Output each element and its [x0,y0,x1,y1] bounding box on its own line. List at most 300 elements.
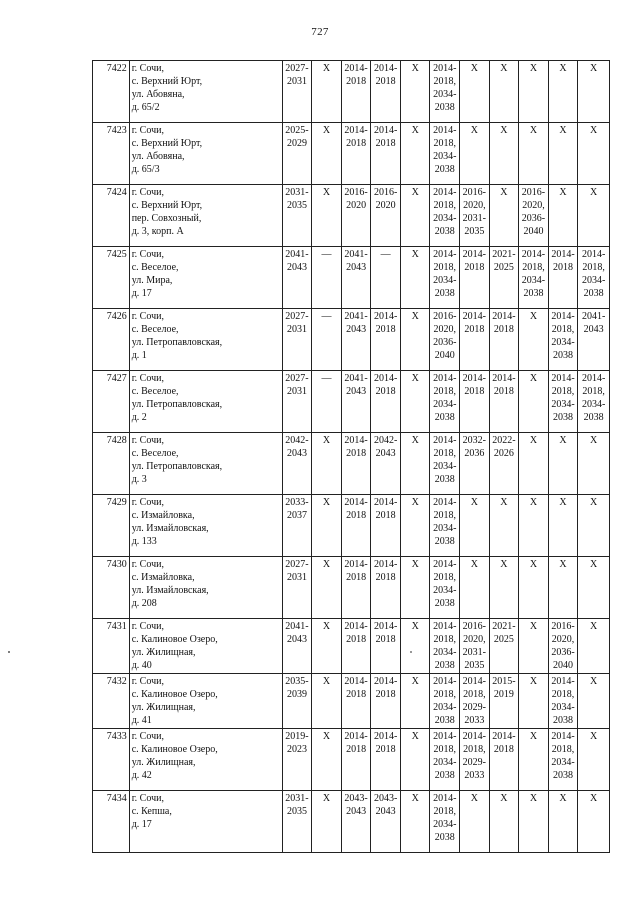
period-line: 2018 [375,634,396,645]
period-line: 2038 [583,288,604,299]
period-line: 2038 [434,832,455,843]
period-line: 2034- [433,275,457,286]
period-cell [282,729,312,791]
address-line: г. Сочи, [131,497,164,508]
period-line: X [529,559,538,570]
period-line: X [590,559,598,570]
period-cell [489,433,519,495]
address-cell [129,791,282,853]
address-cell [129,729,282,791]
period-line: 2027- [285,559,309,570]
period-line: 2032- [462,435,486,446]
period-line: 2014- [433,497,457,508]
address-cell [129,433,282,495]
period-line: 2027- [285,373,309,384]
row-number-cell: 7427 [93,371,130,433]
period-cell [430,791,460,853]
address-line: г. Сочи, [131,249,164,260]
period-line: 2018 [346,76,367,87]
period-cell [489,495,519,557]
period-cell [371,674,401,729]
row-number-cell: 7422 [93,61,130,123]
period-line: 2014- [373,125,398,136]
period-line: 2029- [462,757,486,768]
period-line: X [529,373,538,384]
period-line: X [411,373,419,384]
period-line: 2043 [286,634,307,645]
period-line: 2043 [346,262,367,273]
housing-register-table [92,60,610,853]
period-line: 2014- [373,731,398,742]
period-cell [341,185,371,247]
period-line: X [590,125,598,136]
period-cell [548,674,578,729]
address-line: г. Сочи, [131,373,164,384]
period-line: X [590,731,598,742]
period-line: 2018 [346,634,367,645]
period-line: 2034- [433,399,457,410]
period-line: 2016- [521,187,546,198]
address-line: ул. Петропавловская, [131,337,223,348]
period-cell [578,791,610,853]
period-line: 2035 [464,226,485,237]
period-line: 2020, [522,200,545,211]
period-line: 2018, [433,806,456,817]
period-cell [578,619,610,674]
period-line: 2043 [583,324,604,335]
period-cell [460,309,490,371]
address-line: с. Веселое, [131,324,179,335]
period-cell [312,495,342,557]
period-cell [282,495,312,557]
period-line: 2018 [464,386,485,397]
period-line: 2014- [344,676,368,687]
period-cell [371,247,401,309]
period-line: 2014- [344,435,368,446]
period-line: 2020 [346,200,367,211]
period-line: 2018 [346,689,367,700]
period-line: 2031 [286,76,307,87]
period-line: X [322,621,331,632]
period-line: 2038 [434,770,455,781]
address-line: д. 40 [131,660,152,671]
period-cell [489,557,519,619]
address-line: с. Калиновое Озеро, [131,744,218,755]
period-line: 2018, [433,200,456,211]
period-line: 2038 [553,412,573,423]
address-line: с. Веселое, [131,386,179,397]
period-cell [460,791,490,853]
period-cell [400,557,430,619]
period-cell [489,123,519,185]
period-line: 2033 [464,770,485,781]
period-line: 2014- [551,373,575,384]
period-line: 2035- [285,676,309,687]
period-line: 2031 [286,386,307,397]
period-line: 2014- [492,731,516,742]
period-line: 2014- [433,676,457,687]
address-cell [129,495,282,557]
address-line: г. Сочи, [131,63,164,74]
period-cell [460,495,490,557]
period-line: X [411,621,419,632]
period-line: 2031- [285,187,309,198]
period-line: X [322,497,331,508]
period-line: 2029 [286,138,307,149]
period-cell [430,61,460,123]
period-line: 2034- [433,702,457,713]
address-line: с. Верхний Юрт, [131,76,203,87]
period-line: 2016- [551,621,575,632]
period-cell [312,309,342,371]
period-line: 2031- [285,793,309,804]
period-line: 2043 [375,806,396,817]
period-cell [312,371,342,433]
period-cell [519,433,549,495]
period-line: X [559,63,567,74]
period-line: 2018 [346,510,367,521]
period-line: 2014- [551,311,575,322]
row-number-cell: 7423 [93,123,130,185]
period-cell [371,495,401,557]
period-line: X [411,187,419,198]
period-cell [519,619,549,674]
address-line: д. 3 [131,474,147,485]
period-line: X [500,559,508,570]
period-line: 2038 [434,412,455,423]
period-line: 2041- [581,311,606,322]
period-cell [519,557,549,619]
period-line: 2018 [553,262,573,273]
period-line: X [529,731,538,742]
period-line: X [322,63,331,74]
period-line: X [590,63,598,74]
period-line: X [322,676,331,687]
period-line: — [321,373,332,384]
period-line: X [411,311,419,322]
period-line: 2038 [583,412,604,423]
period-line: 2039 [286,689,307,700]
period-line: X [590,676,598,687]
period-cell [578,371,610,433]
period-line: 2018, [551,324,575,335]
period-line: 2018, [522,262,545,273]
period-line: 2027- [285,63,309,74]
period-cell [341,619,371,674]
period-cell [341,61,371,123]
period-line: 2043 [286,262,307,273]
period-line: 2021- [492,249,516,260]
period-cell [548,433,578,495]
period-line: 2018 [375,744,396,755]
table-row [93,729,610,791]
table-row [93,123,610,185]
period-line: 2018, [433,689,456,700]
period-line: 2031- [462,647,486,658]
table-row [93,433,610,495]
period-line: 2014- [433,187,457,198]
period-line: 2038 [434,226,455,237]
period-line: 2036- [551,647,575,658]
period-cell [371,185,401,247]
table-row [93,185,610,247]
period-line: 2018 [464,324,485,335]
period-cell [400,433,430,495]
period-cell [341,433,371,495]
period-cell [430,371,460,433]
row-number-cell: 7426 [93,309,130,371]
period-line: X [529,311,538,322]
period-line: X [559,435,567,446]
period-line: 2038 [434,715,455,726]
table-row [93,619,610,674]
period-line: 2034- [433,89,457,100]
period-cell [312,433,342,495]
period-line: X [411,435,419,446]
address-line: с. Верхний Юрт, [131,138,203,149]
period-cell [400,309,430,371]
period-line: 2018, [433,76,456,87]
period-cell [578,674,610,729]
period-line: X [529,63,538,74]
period-cell [282,123,312,185]
period-line: 2014- [462,373,486,384]
table-row [93,371,610,433]
period-line: 2014- [433,63,457,74]
period-line: X [529,497,538,508]
period-line: X [322,125,331,136]
period-cell [430,309,460,371]
period-cell [371,371,401,433]
address-cell [129,557,282,619]
period-line: 2034- [433,213,457,224]
period-line: — [321,311,332,322]
period-cell [460,247,490,309]
period-line: 2038 [434,598,455,609]
period-cell [489,371,519,433]
period-line: 2018, [551,744,575,755]
period-line: 2034- [433,647,457,658]
period-line: 2014- [373,373,398,384]
address-line: с. Кепша, [131,806,172,817]
period-line: 2034- [581,275,606,286]
period-line: 2018 [346,448,367,459]
period-line: 2043 [346,324,367,335]
period-line: 2014- [373,497,398,508]
period-line: 2018 [375,510,396,521]
period-line: 2033- [285,497,309,508]
table-row [93,791,610,853]
row-number-cell: 7433 [93,729,130,791]
period-line: 2014- [462,249,486,260]
address-cell [129,185,282,247]
address-cell [129,674,282,729]
period-cell [341,123,371,185]
period-line: X [470,793,478,804]
period-line: 2034- [433,757,457,768]
period-line: X [529,793,538,804]
period-line: X [322,731,331,742]
period-cell [460,729,490,791]
address-line: д. 208 [131,598,157,609]
period-line: 2018, [433,510,456,521]
period-line: 2034- [551,399,575,410]
period-line: 2018, [582,386,605,397]
row-number-cell: 7430 [93,557,130,619]
period-cell [400,371,430,433]
period-line: 2043 [346,806,367,817]
address-line: ул. Жилищная, [131,647,196,658]
period-line: 2018 [346,138,367,149]
period-line: 2021- [492,621,516,632]
address-line: ул. Абовяна, [131,89,185,100]
period-cell [578,61,610,123]
period-line: 2014- [344,621,368,632]
period-line: 2034- [433,151,457,162]
period-cell [519,247,549,309]
period-cell [282,674,312,729]
period-line: 2018, [551,689,575,700]
period-line: 2040 [434,350,455,361]
period-line: 2018 [375,76,396,87]
period-cell [341,557,371,619]
period-line: 2014- [492,311,516,322]
period-line: 2014- [433,621,457,632]
period-cell [578,185,610,247]
period-line: X [529,125,538,136]
period-cell [341,371,371,433]
address-cell [129,619,282,674]
period-cell [371,557,401,619]
period-cell [282,557,312,619]
period-cell [430,495,460,557]
period-cell [519,729,549,791]
period-cell [460,371,490,433]
address-line: д. 65/3 [131,164,160,175]
period-cell [312,674,342,729]
period-line: 2034- [521,275,546,286]
row-number-cell: 7424 [93,185,130,247]
period-line: X [529,676,538,687]
period-line: 2034- [581,399,606,410]
period-line: X [470,559,478,570]
period-cell [341,309,371,371]
period-line: 2035 [464,660,485,671]
period-line: 2037 [286,510,307,521]
table-row [93,495,610,557]
period-cell [460,619,490,674]
row-number-cell: 7429 [93,495,130,557]
period-cell [489,247,519,309]
period-line: X [411,497,419,508]
period-line: 2018 [493,324,514,335]
address-line: д. 17 [131,819,152,830]
period-cell [519,495,549,557]
period-line: 2035 [286,806,307,817]
period-line: 2041- [344,311,368,322]
period-cell [282,61,312,123]
period-line: 2014- [344,731,368,742]
period-cell [400,247,430,309]
address-line: д. 1 [131,350,147,361]
period-line: 2038 [553,715,573,726]
period-line: 2018, [463,744,486,755]
address-line: д. 65/2 [131,102,160,113]
address-line: г. Сочи, [131,731,164,742]
period-cell [341,729,371,791]
period-cell [548,309,578,371]
period-line: 2038 [434,288,455,299]
period-line: 2034- [433,585,457,596]
period-line: 2036- [433,337,457,348]
period-line: 2034- [433,819,457,830]
period-cell [282,433,312,495]
period-cell [400,729,430,791]
period-line: 2025 [493,262,514,273]
period-line: X [411,731,419,742]
period-cell [548,123,578,185]
period-line: X [470,125,478,136]
period-line: 2019 [493,689,514,700]
period-cell [371,791,401,853]
period-line: 2042- [285,435,309,446]
period-cell [430,557,460,619]
period-cell [282,185,312,247]
period-cell [282,309,312,371]
table-row [93,674,610,729]
address-line: с. Калиновое Озеро, [131,634,218,645]
row-number-cell: 7431 [93,619,130,674]
period-line: 2031- [462,213,486,224]
period-cell [489,185,519,247]
period-line: 2020, [463,634,486,645]
period-line: 2038 [523,288,544,299]
address-line: пер. Совхозный, [131,213,202,224]
period-line: 2025- [285,125,309,136]
period-line: 2014- [551,731,575,742]
address-line: д. 42 [131,770,152,781]
period-line: X [559,559,567,570]
period-cell [489,674,519,729]
address-line: ул. Петропавловская, [131,461,223,472]
period-line: 2016- [373,187,398,198]
period-cell [371,729,401,791]
period-line: 2014- [373,559,398,570]
address-line: д. 2 [131,412,147,423]
period-cell [578,433,610,495]
period-line: 2022- [492,435,516,446]
address-line: г. Сочи, [131,311,164,322]
period-cell [312,185,342,247]
period-line: 2020 [375,200,396,211]
period-line: 2014- [551,676,575,687]
address-line: с. Калиновое Озеро, [131,689,218,700]
period-line: X [590,187,598,198]
address-line: г. Сочи, [131,435,164,446]
period-line: X [470,63,478,74]
table-row [93,309,610,371]
period-line: 2018 [346,572,367,583]
period-line: 2018 [375,689,396,700]
address-line: ул. Петропавловская, [131,399,223,410]
period-line: 2014- [433,793,457,804]
period-cell [548,185,578,247]
period-line: 2014- [373,676,398,687]
period-cell [400,791,430,853]
period-line: 2014- [581,249,606,260]
period-line: 2014- [344,559,368,570]
address-line: ул. Абовяна, [131,151,185,162]
